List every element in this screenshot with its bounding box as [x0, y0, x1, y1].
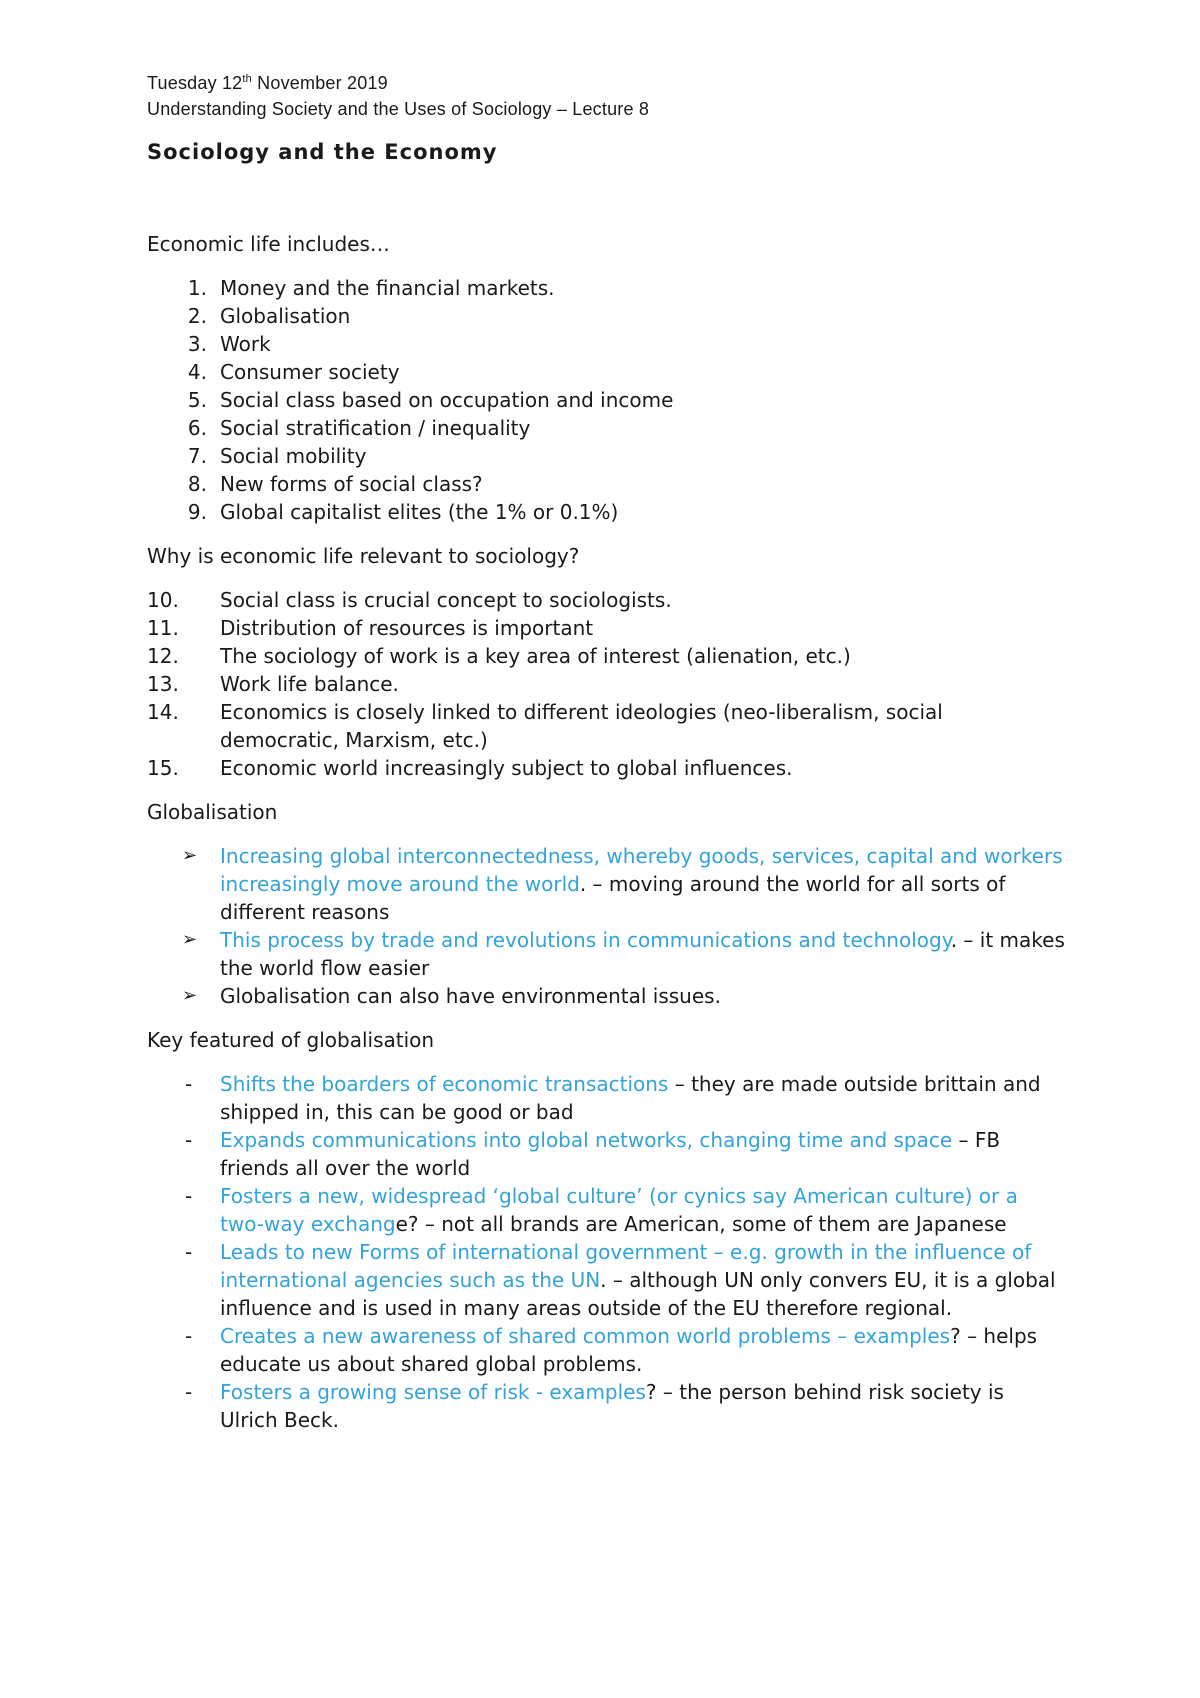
- arrow-bullet-icon: ➢: [182, 929, 198, 950]
- list-item: 5. Social class based on occupation and income: [187, 388, 674, 412]
- list-item: 4. Consumer society: [187, 360, 400, 384]
- list-item: 6. Social stratification / inequality: [187, 416, 531, 440]
- list-item: ➢ Globalisation can also have environmental issues.: [182, 984, 721, 1008]
- arrow-bullet-icon: ➢: [182, 985, 198, 1006]
- list-item: 3. Work: [187, 332, 271, 356]
- arrow-bullet-icon: ➢: [182, 845, 198, 866]
- relevance-list: [147, 586, 1067, 782]
- list-item: - Shifts the boarders of economic transactions – they are made outside brittain and shipped in, this can be good or bad: [185, 1072, 1041, 1124]
- document-content: [147, 70, 1067, 1434]
- list-item: - Expands communications into global networks, changing time and space – FB friends all over the world: [185, 1128, 1001, 1180]
- economic-life-heading: Economic life includes…: [147, 232, 390, 256]
- list-item: - Creates a new awareness of shared common world problems – examples? – helps educate us about shared global problems.: [185, 1324, 1038, 1376]
- list-item: - Fosters a growing sense of risk - examples? – the person behind risk society is Ulrich Beck.: [185, 1380, 1004, 1432]
- key-features-list: [147, 1070, 1067, 1434]
- list-item: 14. Economics is closely linked to different ideologies (neo-liberalism, social democratic, Marxism, etc.): [147, 700, 943, 752]
- list-item: 12. The sociology of work is a key area of interest (alienation, etc.): [147, 644, 851, 668]
- list-item: 15. Economic world increasingly subject to global influences.: [147, 756, 793, 780]
- relevance-heading: Why is economic life relevant to sociology?: [147, 544, 580, 568]
- list-item: 1. Money and the financial markets.: [187, 276, 555, 300]
- list-item: 11. Distribution of resources is important: [147, 616, 594, 640]
- page-title: Sociology and the Economy: [147, 140, 498, 164]
- list-item: 7. Social mobility: [187, 444, 367, 468]
- key-features-heading: Key featured of globalisation: [147, 1028, 435, 1052]
- economic-life-list: [147, 274, 1067, 526]
- course-title: Understanding Society and the Uses of Sociology – Lecture 8: [147, 99, 650, 119]
- lecture-date: Tuesday 12th November 2019: [147, 73, 388, 93]
- list-item: ➢ Increasing global interconnectedness, whereby goods, services, capital and workers increasingly move around the world. – moving around the world for all sorts of different reasons: [182, 844, 1063, 924]
- list-item: 9. Global capitalist elites (the 1% or 0.1%): [187, 500, 619, 524]
- list-item: 10. Social class is crucial concept to sociologists.: [147, 588, 672, 612]
- list-item: - Leads to new Forms of international government – e.g. growth in the influence of international agencies such as the UN. – although UN only convers EU, it is a global influence and is used in many areas outside of the EU therefore regional.: [185, 1240, 1056, 1320]
- list-item: 13. Work life balance.: [147, 672, 399, 696]
- list-item: 8. New forms of social class?: [187, 472, 483, 496]
- list-item: - Fosters a new, widespread ‘global culture’ (or cynics say American culture) or a two-way exchange? – not all brands are American, some of them are Japanese: [185, 1184, 1018, 1236]
- globalisation-heading: Globalisation: [147, 800, 278, 824]
- globalisation-list: [147, 842, 1067, 1010]
- list-item: 2. Globalisation: [187, 304, 351, 328]
- list-item: ➢ This process by trade and revolutions in communications and technology. – it makes the world flow easier: [182, 928, 1065, 980]
